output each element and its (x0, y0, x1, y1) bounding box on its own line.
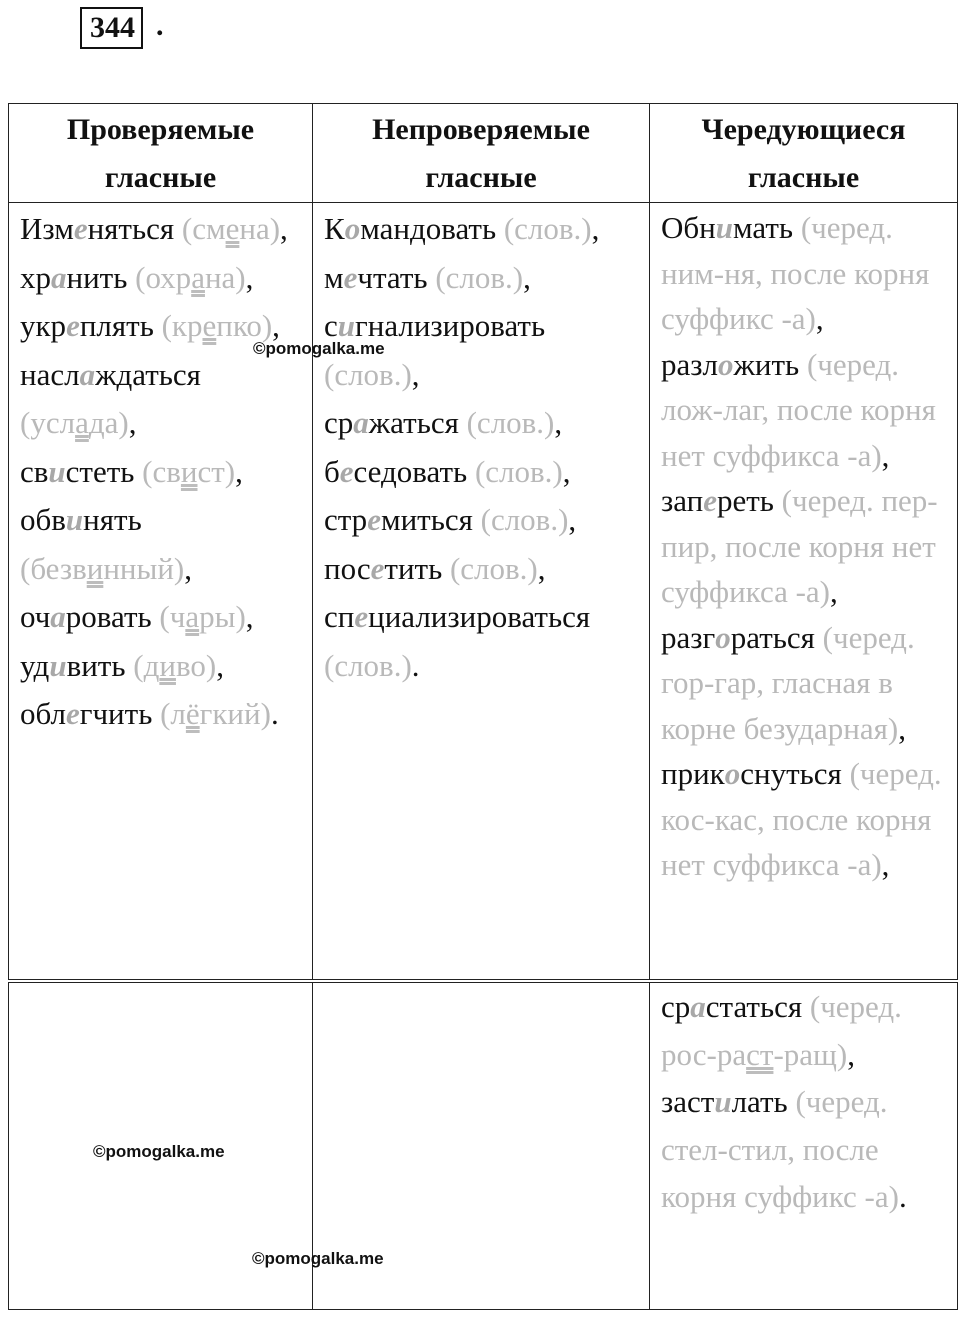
check-letter: и (180, 453, 198, 489)
note: (слов.) (503, 211, 592, 246)
word: разложить (661, 346, 800, 382)
checked-vowel-item (20, 496, 302, 593)
punctuation: , (235, 453, 243, 489)
word: удивить (20, 647, 126, 683)
note: (черед. кос-кас, после корня нет суффикса -а) (661, 756, 942, 882)
punctuation: . (411, 647, 420, 683)
orthogram-letter: е (339, 453, 354, 489)
word: обвинять (20, 502, 142, 537)
watermark: ©pomogalka.me (253, 339, 385, 358)
note: (смена) (181, 211, 281, 246)
orthogram-letter: о (724, 756, 741, 791)
checked-vowel-item (20, 690, 302, 739)
note: (безвинный) (20, 550, 185, 586)
alternating-vowels-cell-cont (650, 983, 958, 1310)
word: прикоснуться (661, 756, 842, 791)
punctuation: , (898, 710, 906, 746)
note: (лёгкий) (160, 696, 271, 731)
punctuation: , (562, 453, 571, 489)
note: (черед. пер-пир, после корня нет суффикса -а) (661, 483, 938, 609)
word: свистеть (20, 453, 135, 489)
orthogram-letter: е (367, 502, 381, 537)
note: (свист) (142, 453, 236, 489)
word: специализироваться (324, 599, 591, 634)
alternating-vowel-item (661, 342, 947, 479)
header-alternating-vowels: Чередующиеся гласные (650, 104, 958, 203)
word: Командовать (324, 211, 497, 246)
punctuation: . (898, 1179, 907, 1214)
check-letter: а (191, 259, 205, 295)
note: (черед. стел-стил, после корня суффикс -а) (661, 1084, 899, 1214)
checked-vowel-item (20, 593, 302, 642)
task-number-box (80, 7, 143, 49)
orthogram-letter: и (48, 453, 66, 489)
punctuation: , (184, 550, 192, 586)
unchecked-vowels-cell (313, 203, 650, 980)
checked-vowel-item (20, 448, 302, 497)
unchecked-vowel-item (324, 205, 639, 254)
check-letter: и (159, 647, 176, 683)
word: срастаться (661, 989, 803, 1024)
word: сигнализировать (324, 308, 546, 343)
punctuation: , (523, 259, 531, 295)
orthogram-letter: и (714, 1084, 732, 1119)
check-letter: ст (746, 1036, 774, 1072)
unchecked-vowel-item (324, 448, 639, 497)
punctuation: , (411, 356, 420, 392)
unchecked-vowel-item (324, 399, 639, 448)
word: мечтать (324, 259, 428, 295)
word: укреплять (20, 308, 154, 343)
orthogram-letter: а (50, 599, 66, 634)
note: (слов.) (466, 405, 555, 440)
orthogram-letter: е (73, 211, 88, 246)
orthogram-letter: и (49, 647, 67, 683)
check-letter: и (86, 550, 104, 586)
orthogram-letter: е (66, 308, 80, 343)
note: (слов.) (480, 502, 569, 537)
orthogram-letter: а (79, 356, 96, 392)
punctuation: . (270, 696, 279, 731)
word: Обнимать (661, 210, 794, 245)
header-unchecked-vowels: Непроверяемые гласные (313, 104, 650, 203)
punctuation: , (830, 574, 838, 609)
note: (охрана) (135, 259, 246, 295)
word: запереть (661, 483, 774, 518)
orthogram-letter: а (51, 259, 67, 295)
checked-vowels-cell (9, 203, 313, 980)
unchecked-vowel-item (324, 545, 639, 594)
task-number: 344 (90, 11, 135, 44)
unchecked-vowel-item (324, 593, 639, 690)
alternating-vowels-cell (650, 203, 958, 980)
note: (черед. рос-раст-ращ) (661, 989, 902, 1072)
word: разгораться (661, 619, 815, 655)
punctuation: , (554, 405, 563, 440)
alternating-vowel-item (661, 478, 947, 615)
word: облегчить (20, 696, 153, 731)
punctuation: , (847, 1036, 855, 1072)
punctuation: , (245, 599, 254, 634)
punctuation: , (815, 301, 824, 336)
orthogram-letter: о (344, 211, 361, 246)
orthogram-letter: е (65, 696, 80, 731)
checked-vowel-item (20, 254, 302, 303)
orthogram-letter: е (343, 259, 358, 295)
note: (услада) (20, 405, 129, 440)
note: (слов.) (324, 356, 412, 392)
orthogram-letter: а (353, 405, 369, 440)
orthogram-letter: и (715, 210, 733, 245)
note: (диво) (133, 647, 217, 683)
word: сражаться (324, 405, 459, 440)
alternating-vowel-item (661, 205, 947, 342)
check-letter: ё (185, 696, 200, 731)
unchecked-vowel-item (324, 496, 639, 545)
orthogram-letter: и (65, 502, 84, 537)
word: Изменяться (20, 211, 175, 246)
checked-vowel-item (20, 205, 302, 254)
word: застилать (661, 1084, 788, 1119)
alternating-vowel-item (661, 983, 947, 1078)
note: (чары) (159, 599, 246, 634)
orthogram-letter: и (337, 308, 356, 343)
unchecked-vowel-item (324, 254, 639, 303)
checked-vowel-item (20, 351, 302, 448)
punctuation: , (128, 405, 137, 440)
checked-vowel-item (20, 642, 302, 691)
punctuation: , (272, 308, 280, 343)
orthogram-letter: е (370, 550, 385, 586)
check-letter: е (202, 308, 217, 343)
vowels-table (8, 103, 958, 980)
note: (слов.) (449, 550, 538, 586)
alternating-vowel-item (661, 751, 947, 888)
word: стремиться (324, 502, 473, 537)
orthogram-letter: е (354, 599, 369, 634)
orthogram-letter: о (715, 619, 731, 655)
check-letter: е (225, 211, 240, 246)
note: (черед. ним-ня, после корня суффикс -а) (661, 210, 930, 336)
word: посетить (324, 550, 443, 586)
word: очаровать (20, 599, 152, 634)
punctuation: , (245, 259, 254, 295)
punctuation: , (881, 847, 890, 882)
task-number-dot: . (156, 9, 164, 42)
note: (слов.) (474, 453, 563, 489)
word: хранить (20, 259, 128, 295)
punctuation: , (537, 550, 546, 586)
check-letter: а (75, 405, 89, 440)
orthogram-letter: о (717, 346, 734, 382)
note: (слов.) (435, 259, 524, 295)
watermark: ©pomogalka.me (252, 1249, 384, 1268)
orthogram-letter: е (703, 483, 717, 518)
header-checked-vowels: Проверяемые гласные (9, 104, 313, 203)
orthogram-letter: а (690, 989, 706, 1024)
watermark: ©pomogalka.me (93, 1142, 225, 1161)
punctuation: , (591, 211, 600, 246)
punctuation: , (568, 502, 577, 537)
note: (черед. лож-лаг, после корня нет суффикса -а) (661, 346, 936, 473)
punctuation: , (881, 437, 890, 473)
note: (слов.) (324, 647, 412, 683)
alternating-vowel-item (661, 615, 947, 752)
note: (черед. гор-гар, гласная в корне безударная) (661, 619, 915, 746)
alternating-vowel-item (661, 1078, 947, 1221)
punctuation: , (216, 647, 224, 683)
punctuation: , (280, 211, 288, 246)
check-letter: а (185, 599, 200, 634)
note: (крепко) (161, 308, 273, 343)
word: беседовать (324, 453, 468, 489)
word: наслаждаться (20, 356, 201, 392)
